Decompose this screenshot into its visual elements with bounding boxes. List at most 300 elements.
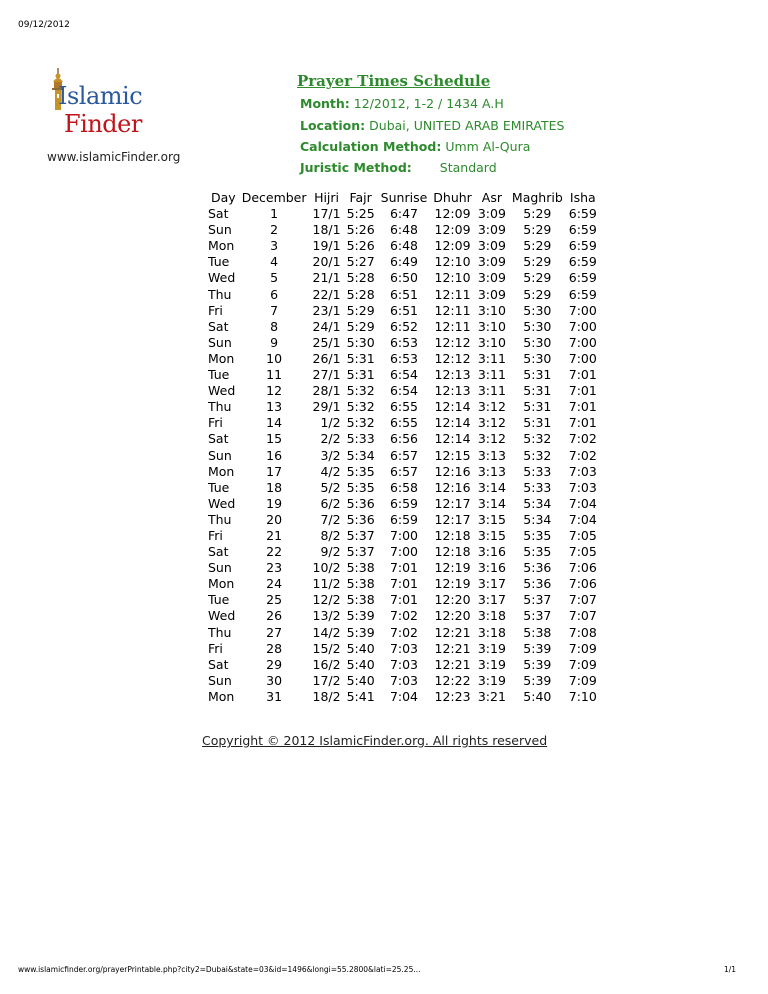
logo-url[interactable]: www.islamicFinder.org bbox=[47, 150, 181, 164]
table-row bbox=[205, 560, 600, 576]
cell-hijri: 25/1 bbox=[312, 334, 341, 350]
cell-isha: 6:59 bbox=[568, 206, 597, 222]
cell-december: 11 bbox=[266, 367, 283, 383]
cell-dhuhr: 12:20 bbox=[434, 608, 471, 624]
cell-isha: 7:07 bbox=[568, 608, 597, 624]
cell-hijri: 23/1 bbox=[312, 302, 341, 318]
cell-dhuhr: 12:14 bbox=[434, 399, 471, 415]
cell-asr: 3:09 bbox=[477, 270, 506, 286]
table-row bbox=[205, 608, 600, 624]
cell-fajr: 5:38 bbox=[346, 576, 375, 592]
cell-dhuhr: 12:15 bbox=[434, 447, 471, 463]
cell-dhuhr: 12:17 bbox=[434, 495, 471, 511]
juristic-label: Juristic Method: bbox=[300, 160, 412, 175]
cell-hijri: 9/2 bbox=[320, 544, 341, 560]
cell-isha: 7:00 bbox=[568, 334, 597, 350]
cell-asr: 3:15 bbox=[477, 527, 506, 543]
table-row bbox=[205, 287, 600, 303]
cell-december: 9 bbox=[270, 334, 279, 350]
cell-dhuhr: 12:22 bbox=[434, 672, 471, 688]
cell-day: Sat bbox=[208, 544, 229, 560]
cell-isha: 6:59 bbox=[568, 222, 597, 238]
cell-sunrise: 7:01 bbox=[389, 576, 419, 592]
cell-day: Fri bbox=[208, 415, 223, 431]
cell-hijri: 3/2 bbox=[320, 447, 341, 463]
cell-hijri: 6/2 bbox=[320, 495, 341, 511]
cell-asr: 3:19 bbox=[477, 640, 506, 656]
month-line bbox=[300, 96, 504, 111]
cell-dhuhr: 12:11 bbox=[434, 318, 471, 334]
cell-dhuhr: 12:14 bbox=[434, 415, 471, 431]
table-row bbox=[205, 238, 600, 254]
cell-sunrise: 6:54 bbox=[389, 367, 419, 383]
footer-page-number: 1/1 bbox=[724, 965, 737, 974]
cell-hijri: 7/2 bbox=[320, 511, 341, 527]
cell-maghrib: 5:31 bbox=[523, 367, 552, 383]
cell-maghrib: 5:29 bbox=[523, 286, 552, 302]
cell-dhuhr: 12:18 bbox=[434, 544, 471, 560]
cell-december: 1 bbox=[270, 206, 279, 222]
cell-december: 22 bbox=[266, 544, 283, 560]
cell-day: Thu bbox=[208, 286, 232, 302]
cell-dhuhr: 12:20 bbox=[434, 592, 471, 608]
cell-december: 5 bbox=[270, 270, 279, 286]
cell-maghrib: 5:29 bbox=[523, 206, 552, 222]
cell-asr: 3:10 bbox=[477, 302, 506, 318]
cell-day: Tue bbox=[208, 254, 230, 270]
cell-december: 14 bbox=[266, 415, 283, 431]
cell-asr: 3:11 bbox=[477, 383, 506, 399]
cell-hijri: 12/2 bbox=[312, 592, 341, 608]
cell-sunrise: 6:57 bbox=[389, 447, 419, 463]
cell-asr: 3:09 bbox=[477, 206, 506, 222]
page-title: Prayer Times Schedule bbox=[297, 72, 491, 90]
cell-asr: 3:16 bbox=[477, 560, 506, 576]
cell-december: 16 bbox=[266, 447, 283, 463]
cell-sunrise: 7:03 bbox=[389, 640, 419, 656]
cell-isha: 6:59 bbox=[568, 270, 597, 286]
cell-sunrise: 6:48 bbox=[389, 238, 419, 254]
cell-day: Wed bbox=[208, 270, 236, 286]
calculation-line bbox=[300, 139, 530, 154]
cell-fajr: 5:28 bbox=[346, 286, 375, 302]
cell-fajr: 5:26 bbox=[346, 222, 375, 238]
cell-sunrise: 7:03 bbox=[389, 672, 419, 688]
cell-day: Sun bbox=[208, 672, 232, 688]
cell-maghrib: 5:30 bbox=[523, 318, 552, 334]
column-header-asr: Asr bbox=[481, 190, 502, 205]
cell-day: Fri bbox=[208, 640, 223, 656]
table-row bbox=[205, 576, 600, 592]
table-row bbox=[205, 641, 600, 657]
cell-sunrise: 7:02 bbox=[389, 608, 419, 624]
cell-day: Wed bbox=[208, 383, 236, 399]
cell-asr: 3:10 bbox=[477, 318, 506, 334]
cell-isha: 7:01 bbox=[568, 383, 597, 399]
cell-asr: 3:14 bbox=[477, 495, 506, 511]
cell-asr: 3:18 bbox=[477, 624, 506, 640]
cell-sunrise: 6:51 bbox=[389, 302, 419, 318]
cell-day: Tue bbox=[208, 367, 230, 383]
cell-december: 21 bbox=[266, 527, 283, 543]
cell-isha: 7:05 bbox=[568, 527, 597, 543]
location-value: Dubai, UNITED ARAB EMIRATES bbox=[369, 118, 565, 133]
cell-asr: 3:09 bbox=[477, 254, 506, 270]
footer-url: www.islamicfinder.org/prayerPrintable.php?city2=Dubai&state=03&id=1496&longi=55.2800&lati=25.25... bbox=[18, 965, 421, 974]
cell-day: Mon bbox=[208, 350, 235, 366]
cell-asr: 3:12 bbox=[477, 415, 506, 431]
cell-hijri: 15/2 bbox=[312, 640, 341, 656]
cell-isha: 7:00 bbox=[568, 318, 597, 334]
copyright-link[interactable]: Copyright © 2012 IslamicFinder.org. All rights reserved bbox=[202, 733, 548, 748]
cell-dhuhr: 12:12 bbox=[434, 334, 471, 350]
cell-day: Sat bbox=[208, 206, 229, 222]
cell-day: Mon bbox=[208, 576, 235, 592]
cell-day: Sun bbox=[208, 222, 232, 238]
cell-maghrib: 5:40 bbox=[523, 688, 552, 704]
cell-day: Tue bbox=[208, 592, 230, 608]
cell-isha: 7:06 bbox=[568, 576, 597, 592]
cell-dhuhr: 12:10 bbox=[434, 254, 471, 270]
cell-fajr: 5:36 bbox=[346, 511, 375, 527]
cell-isha: 7:07 bbox=[568, 592, 597, 608]
cell-maghrib: 5:29 bbox=[523, 238, 552, 254]
table-row bbox=[205, 464, 600, 480]
cell-hijri: 11/2 bbox=[312, 576, 341, 592]
cell-sunrise: 6:53 bbox=[389, 334, 419, 350]
cell-asr: 3:16 bbox=[477, 544, 506, 560]
table-row bbox=[205, 206, 600, 222]
cell-hijri: 18/1 bbox=[312, 222, 341, 238]
cell-maghrib: 5:37 bbox=[523, 608, 552, 624]
table-row bbox=[205, 335, 600, 351]
table-row bbox=[205, 415, 600, 431]
cell-isha: 7:01 bbox=[568, 367, 597, 383]
cell-sunrise: 6:58 bbox=[389, 479, 419, 495]
cell-hijri: 18/2 bbox=[312, 688, 341, 704]
cell-december: 2 bbox=[270, 222, 279, 238]
cell-sunrise: 6:49 bbox=[389, 254, 419, 270]
cell-hijri: 13/2 bbox=[312, 608, 341, 624]
cell-sunrise: 6:55 bbox=[389, 415, 419, 431]
cell-day: Sun bbox=[208, 560, 232, 576]
cell-isha: 7:09 bbox=[568, 672, 597, 688]
cell-december: 6 bbox=[270, 286, 279, 302]
cell-sunrise: 6:59 bbox=[389, 495, 419, 511]
cell-maghrib: 5:31 bbox=[523, 399, 552, 415]
cell-hijri: 20/1 bbox=[312, 254, 341, 270]
cell-fajr: 5:32 bbox=[346, 399, 375, 415]
cell-dhuhr: 12:19 bbox=[434, 560, 471, 576]
table-row bbox=[205, 480, 600, 496]
cell-asr: 3:14 bbox=[477, 479, 506, 495]
cell-december: 15 bbox=[266, 431, 283, 447]
table-row bbox=[205, 544, 600, 560]
cell-sunrise: 7:03 bbox=[389, 656, 419, 672]
cell-day: Mon bbox=[208, 688, 235, 704]
table-row bbox=[205, 351, 600, 367]
cell-fajr: 5:38 bbox=[346, 560, 375, 576]
cell-isha: 7:08 bbox=[568, 624, 597, 640]
juristic-line bbox=[300, 160, 497, 175]
cell-fajr: 5:27 bbox=[346, 254, 375, 270]
cell-hijri: 10/2 bbox=[312, 560, 341, 576]
cell-december: 4 bbox=[270, 254, 279, 270]
cell-day: Sun bbox=[208, 447, 232, 463]
cell-day: Fri bbox=[208, 527, 223, 543]
cell-fajr: 5:29 bbox=[346, 302, 375, 318]
cell-dhuhr: 12:21 bbox=[434, 656, 471, 672]
table-row bbox=[205, 496, 600, 512]
table-row bbox=[205, 319, 600, 335]
cell-sunrise: 6:52 bbox=[389, 318, 419, 334]
column-header-dhuhr: Dhuhr bbox=[433, 190, 472, 205]
logo-word-finder: Finder bbox=[64, 110, 142, 138]
cell-december: 29 bbox=[266, 656, 283, 672]
cell-sunrise: 6:47 bbox=[389, 206, 419, 222]
cell-dhuhr: 12:14 bbox=[434, 431, 471, 447]
juristic-value: Standard bbox=[439, 160, 497, 175]
cell-maghrib: 5:39 bbox=[523, 640, 552, 656]
cell-hijri: 14/2 bbox=[312, 624, 341, 640]
cell-december: 12 bbox=[266, 383, 283, 399]
cell-dhuhr: 12:21 bbox=[434, 624, 471, 640]
print-date: 09/12/2012 bbox=[18, 20, 70, 30]
cell-maghrib: 5:39 bbox=[523, 656, 552, 672]
cell-asr: 3:17 bbox=[477, 576, 506, 592]
cell-maghrib: 5:29 bbox=[523, 254, 552, 270]
cell-isha: 7:01 bbox=[568, 415, 597, 431]
cell-hijri: 26/1 bbox=[312, 350, 341, 366]
cell-maghrib: 5:34 bbox=[523, 495, 552, 511]
table-row bbox=[205, 367, 600, 383]
logo-word-islamic: Islamic bbox=[58, 82, 143, 110]
cell-fajr: 5:41 bbox=[346, 688, 375, 704]
cell-hijri: 21/1 bbox=[312, 270, 341, 286]
cell-december: 19 bbox=[266, 495, 283, 511]
cell-asr: 3:17 bbox=[477, 592, 506, 608]
cell-fajr: 5:34 bbox=[346, 447, 375, 463]
cell-day: Thu bbox=[208, 399, 232, 415]
cell-maghrib: 5:36 bbox=[523, 576, 552, 592]
cell-dhuhr: 12:13 bbox=[434, 367, 471, 383]
cell-december: 20 bbox=[266, 511, 283, 527]
cell-maghrib: 5:30 bbox=[523, 334, 552, 350]
cell-isha: 7:00 bbox=[568, 302, 597, 318]
cell-sunrise: 6:56 bbox=[389, 431, 419, 447]
table-row bbox=[205, 399, 600, 415]
cell-december: 30 bbox=[266, 672, 283, 688]
cell-isha: 7:09 bbox=[568, 640, 597, 656]
cell-hijri: 27/1 bbox=[312, 367, 341, 383]
cell-asr: 3:11 bbox=[477, 367, 506, 383]
cell-december: 17 bbox=[266, 463, 283, 479]
cell-hijri: 19/1 bbox=[312, 238, 341, 254]
cell-isha: 7:02 bbox=[568, 447, 597, 463]
cell-december: 23 bbox=[266, 560, 283, 576]
cell-asr: 3:10 bbox=[477, 334, 506, 350]
cell-hijri: 24/1 bbox=[312, 318, 341, 334]
cell-isha: 7:02 bbox=[568, 431, 597, 447]
islamicfinder-logo bbox=[44, 68, 154, 148]
cell-sunrise: 6:51 bbox=[389, 286, 419, 302]
cell-isha: 7:06 bbox=[568, 560, 597, 576]
table-header-row bbox=[205, 190, 600, 206]
cell-dhuhr: 12:13 bbox=[434, 383, 471, 399]
cell-asr: 3:09 bbox=[477, 238, 506, 254]
table-row bbox=[205, 222, 600, 238]
cell-isha: 6:59 bbox=[568, 254, 597, 270]
cell-fajr: 5:30 bbox=[346, 334, 375, 350]
cell-dhuhr: 12:10 bbox=[434, 270, 471, 286]
table-row bbox=[205, 592, 600, 608]
location-label: Location: bbox=[300, 118, 366, 133]
cell-sunrise: 7:00 bbox=[389, 527, 419, 543]
column-header-december: December bbox=[241, 190, 307, 205]
cell-dhuhr: 12:19 bbox=[434, 576, 471, 592]
cell-dhuhr: 12:09 bbox=[434, 238, 471, 254]
cell-asr: 3:09 bbox=[477, 286, 506, 302]
cell-hijri: 4/2 bbox=[320, 463, 341, 479]
cell-maghrib: 5:32 bbox=[523, 431, 552, 447]
cell-sunrise: 6:50 bbox=[389, 270, 419, 286]
cell-fajr: 5:31 bbox=[346, 350, 375, 366]
cell-dhuhr: 12:09 bbox=[434, 206, 471, 222]
cell-dhuhr: 12:23 bbox=[434, 688, 471, 704]
cell-december: 13 bbox=[266, 399, 283, 415]
cell-day: Mon bbox=[208, 463, 235, 479]
cell-maghrib: 5:30 bbox=[523, 302, 552, 318]
cell-sunrise: 6:55 bbox=[389, 399, 419, 415]
cell-sunrise: 6:53 bbox=[389, 350, 419, 366]
column-header-maghrib: Maghrib bbox=[511, 190, 563, 205]
table-row bbox=[205, 528, 600, 544]
prayer-times-table bbox=[205, 190, 600, 705]
cell-hijri: 17/2 bbox=[312, 672, 341, 688]
cell-dhuhr: 12:11 bbox=[434, 302, 471, 318]
cell-fajr: 5:28 bbox=[346, 270, 375, 286]
cell-sunrise: 7:04 bbox=[389, 688, 419, 704]
cell-isha: 7:04 bbox=[568, 511, 597, 527]
cell-sunrise: 6:48 bbox=[389, 222, 419, 238]
table-row bbox=[205, 625, 600, 641]
cell-day: Fri bbox=[208, 302, 223, 318]
cell-december: 24 bbox=[266, 576, 283, 592]
table-row bbox=[205, 383, 600, 399]
cell-fajr: 5:40 bbox=[346, 672, 375, 688]
cell-isha: 6:59 bbox=[568, 238, 597, 254]
cell-asr: 3:09 bbox=[477, 222, 506, 238]
cell-maghrib: 5:31 bbox=[523, 383, 552, 399]
cell-hijri: 2/2 bbox=[320, 431, 341, 447]
calculation-value: Umm Al-Qura bbox=[445, 139, 531, 154]
cell-hijri: 17/1 bbox=[312, 206, 341, 222]
cell-maghrib: 5:29 bbox=[523, 270, 552, 286]
cell-isha: 7:03 bbox=[568, 479, 597, 495]
cell-fajr: 5:35 bbox=[346, 463, 375, 479]
cell-fajr: 5:37 bbox=[346, 544, 375, 560]
column-header-hijri: Hijri bbox=[314, 190, 340, 205]
cell-asr: 3:18 bbox=[477, 608, 506, 624]
cell-sunrise: 6:54 bbox=[389, 383, 419, 399]
cell-sunrise: 7:01 bbox=[389, 592, 419, 608]
cell-asr: 3:19 bbox=[477, 672, 506, 688]
cell-hijri: 28/1 bbox=[312, 383, 341, 399]
calculation-label: Calculation Method: bbox=[300, 139, 442, 154]
cell-asr: 3:12 bbox=[477, 399, 506, 415]
cell-maghrib: 5:30 bbox=[523, 350, 552, 366]
table-row bbox=[205, 673, 600, 689]
cell-fajr: 5:39 bbox=[346, 608, 375, 624]
cell-december: 26 bbox=[266, 608, 283, 624]
cell-fajr: 5:35 bbox=[346, 479, 375, 495]
cell-maghrib: 5:39 bbox=[523, 672, 552, 688]
location-line bbox=[300, 118, 564, 133]
table-row bbox=[205, 448, 600, 464]
cell-isha: 7:03 bbox=[568, 463, 597, 479]
cell-december: 31 bbox=[266, 688, 283, 704]
cell-december: 8 bbox=[270, 318, 279, 334]
cell-maghrib: 5:36 bbox=[523, 560, 552, 576]
cell-maghrib: 5:37 bbox=[523, 592, 552, 608]
month-value: 12/2012, 1-2 / 1434 A.H bbox=[353, 96, 504, 111]
table-row bbox=[205, 657, 600, 673]
cell-day: Wed bbox=[208, 495, 236, 511]
cell-dhuhr: 12:17 bbox=[434, 511, 471, 527]
cell-dhuhr: 12:16 bbox=[434, 479, 471, 495]
cell-asr: 3:13 bbox=[477, 447, 506, 463]
cell-maghrib: 5:35 bbox=[523, 527, 552, 543]
cell-december: 25 bbox=[266, 592, 283, 608]
cell-isha: 7:04 bbox=[568, 495, 597, 511]
month-label: Month: bbox=[300, 96, 350, 111]
cell-isha: 6:59 bbox=[568, 286, 597, 302]
table-row bbox=[205, 431, 600, 447]
table-row bbox=[205, 689, 600, 705]
cell-asr: 3:12 bbox=[477, 431, 506, 447]
cell-hijri: 29/1 bbox=[312, 399, 341, 415]
cell-hijri: 8/2 bbox=[320, 527, 341, 543]
table-row bbox=[205, 270, 600, 286]
cell-sunrise: 7:02 bbox=[389, 624, 419, 640]
cell-asr: 3:21 bbox=[477, 688, 506, 704]
cell-fajr: 5:26 bbox=[346, 238, 375, 254]
cell-dhuhr: 12:09 bbox=[434, 222, 471, 238]
cell-hijri: 5/2 bbox=[320, 479, 341, 495]
cell-isha: 7:09 bbox=[568, 656, 597, 672]
cell-dhuhr: 12:12 bbox=[434, 350, 471, 366]
cell-day: Sat bbox=[208, 318, 229, 334]
cell-maghrib: 5:38 bbox=[523, 624, 552, 640]
cell-hijri: 22/1 bbox=[312, 286, 341, 302]
cell-asr: 3:19 bbox=[477, 656, 506, 672]
cell-day: Thu bbox=[208, 624, 232, 640]
column-header-isha: Isha bbox=[569, 190, 596, 205]
cell-maghrib: 5:35 bbox=[523, 544, 552, 560]
cell-fajr: 5:25 bbox=[346, 206, 375, 222]
cell-asr: 3:13 bbox=[477, 463, 506, 479]
table-row bbox=[205, 303, 600, 319]
cell-maghrib: 5:33 bbox=[523, 479, 552, 495]
cell-fajr: 5:32 bbox=[346, 383, 375, 399]
cell-december: 18 bbox=[266, 479, 283, 495]
cell-hijri: 16/2 bbox=[312, 656, 341, 672]
cell-fajr: 5:36 bbox=[346, 495, 375, 511]
cell-dhuhr: 12:11 bbox=[434, 286, 471, 302]
cell-isha: 7:00 bbox=[568, 350, 597, 366]
cell-dhuhr: 12:16 bbox=[434, 463, 471, 479]
cell-fajr: 5:33 bbox=[346, 431, 375, 447]
